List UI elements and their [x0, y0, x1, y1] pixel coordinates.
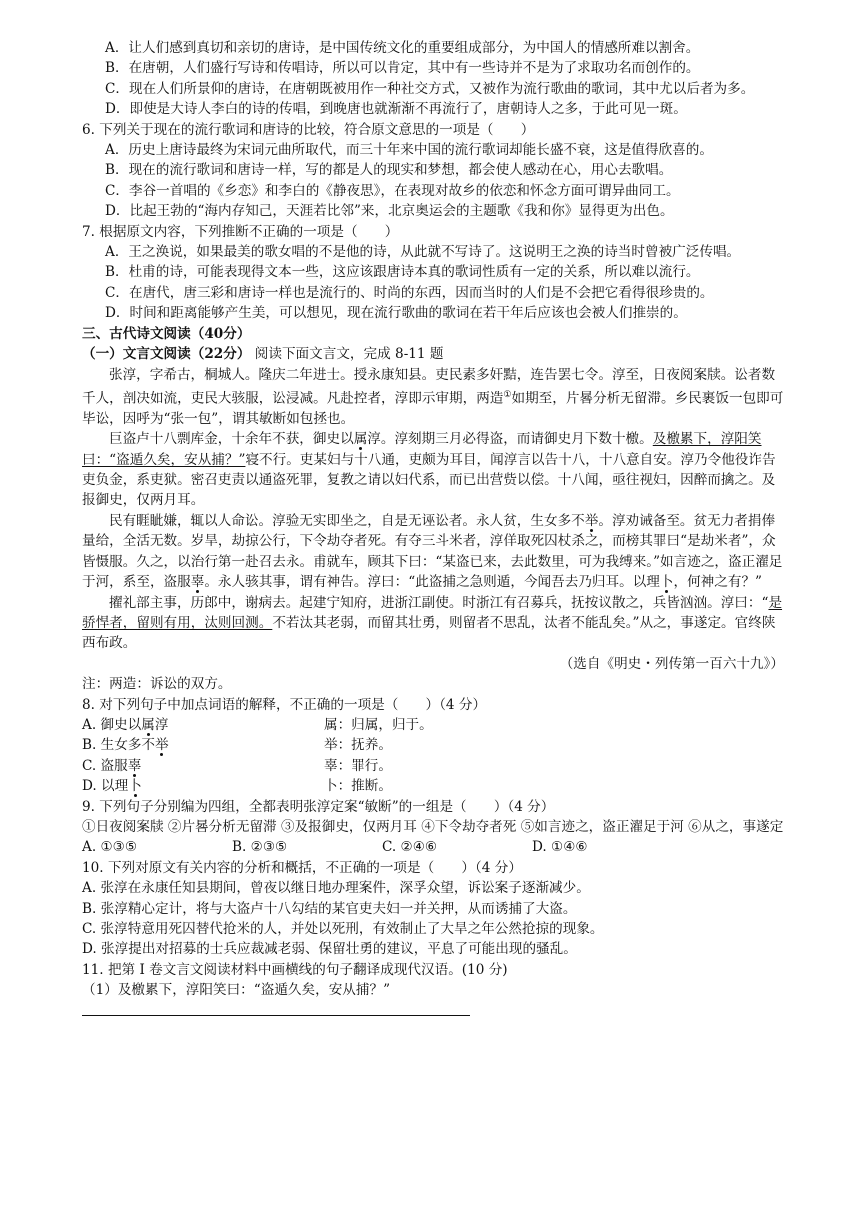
passage-paragraph-2: [82, 429, 788, 511]
passage-paragraph-4: [82, 593, 788, 654]
dotted-word: 卜: [128, 778, 142, 795]
q8-phrase-text: 淳: [154, 716, 169, 733]
q5-option-c: C．现在人们所景仰的唐诗，在唐朝既被用作一种社交方式，又被作为流行歌曲的歌词，其中尤以后者为多。: [105, 80, 755, 97]
q11-item-1: （1）及檄累下，淳阳笑曰：“盗遁久矣，安从捕？”: [82, 982, 391, 999]
q10-option-a: A. 张淳在永康任知县期间，曾夜以继日地办理案件，深孚众望，诉讼案子逐渐减少。: [82, 880, 590, 897]
dotted-word: 辜: [127, 757, 142, 774]
question-9: [82, 797, 788, 858]
answer-line[interactable]: [82, 1015, 470, 1016]
passage-text: 如期至，片晷分析无留滞。乡民裹饭一包即可毕讼，因呼为“张一包”，谓其敏断如包拯也。: [82, 390, 784, 427]
q7-option-b: B．杜甫的诗，可能表现得文本一些，这应该跟唐诗本真的歌词性质有一定的关系，所以难以流行。: [105, 264, 700, 281]
q8-phrase: [82, 735, 324, 755]
q6-option-b: B．现在的流行歌词和唐诗一样，写的都是人的现实和梦想，都会使人感动在心，用心去歌唱。: [105, 162, 673, 179]
q8-row-d: [82, 776, 788, 796]
passage-text: 巨盗卢十八剽库金，十余年不获，御史以: [109, 431, 354, 448]
underlined-sentence-1: 及檄累下，淳阳笑曰：“盗遁久矣，安从捕？”: [82, 431, 762, 468]
classical-passage: [82, 365, 788, 675]
dotted-word: 卜: [659, 574, 674, 591]
q10-stem: 10. 下列对原文有关内容的分析和概括，不正确的一项是（ ）（4 分）: [82, 859, 522, 876]
passage-source: （选自《明史・列传第一百六十九》）: [559, 655, 784, 672]
q5-option-a: A．让人们感到真切和亲切的唐诗，是中国传统文化的重要组成部分，为中国人的情感所难以割舍。: [105, 40, 700, 56]
passage-text: 。永人骇其事，谓有神告。淳曰：“此盗捕之急则遁，今闻吾去乃归耳。以理: [204, 574, 660, 591]
q6-option-a: A．历史上唐诗最终为宋词元曲所取代，而三十年来中国的流行歌词却能长盛不衰，这是值得欣喜的。: [105, 142, 713, 159]
passage-text: 不若汰其老弱，而留其壮勇，则留者不思乱，汰者不能乱矣。”从之，事遂定。官终陕西布政。: [82, 614, 776, 652]
question-10: [82, 858, 788, 960]
subsection-1-instruction: 阅读下面文言文，完成 8-11 题: [254, 346, 444, 363]
q9-choice-b: B. ②③⑤: [232, 839, 288, 856]
q5-options: [82, 38, 788, 120]
q6-option-d: D．比起王勃的“海内存知己，天涯若比邻”来，北京奥运会的主题歌《我和你》显得更为出色。: [105, 203, 674, 220]
q9-choice-c: C. ②④⑥: [382, 839, 438, 856]
q9-items: ①日夜阅案牍 ②片晷分析无留滞 ③及报御史，仅两月耳 ④下令劫夺者死 ⑤如言迹之，盗正濯足于河 ⑥从之，事遂定: [82, 818, 784, 835]
q7-stem: 7. 根据原文内容，下列推断不正确的一项是（ ）: [82, 223, 399, 240]
q9-choices: [82, 837, 788, 857]
q7-option-a: A．王之涣说，如果最美的歌女唱的不是他的诗，从此就不写诗了。这说明王之涣的诗当时曾被广泛传唱。: [105, 244, 741, 261]
q9-stem: 9. 下列句子分别编为四组，全都表明张淳定案“敏断”的一组是（ ）（4 分）: [82, 798, 555, 815]
subsection-1-title: （一）文言文阅读（22分）: [82, 346, 251, 363]
dotted-word: 辜: [190, 574, 205, 591]
passage-paragraph-3: [82, 511, 788, 593]
passage-paragraph-1: [82, 365, 788, 430]
q8-phrase: [82, 715, 324, 735]
q8-gloss: 卜：推断。: [324, 778, 392, 795]
q8-row-a: [82, 715, 788, 735]
question-11: [82, 960, 788, 1016]
passage-text: 淳。淳刻期三月必得盗，而请御史月下数十檄。: [367, 431, 653, 448]
question-6: [82, 120, 788, 222]
underlined-sentence-2: 是骄悍者，留则有用，汰则回测。: [82, 594, 783, 631]
q10-option-c: C. 张淳特意用死囚替代抢米的人，并处以死刑，有效制止了大旱之年公然抢掠的现象。: [82, 921, 604, 937]
passage-text: 寝不行。吏某妇与十八通，吏颇为耳目，闻淳言以告十八，十八意自安。淳乃令他役诈告吏负金，系吏狱。密召吏责以通盗死罪，复教之请以妇代系，而已出营赀以偿。十八闻，亟往视妇，因醉而擒之。及报御史，仅两月耳。: [82, 451, 776, 509]
dotted-word: 属: [353, 431, 368, 448]
q8-stem: 8. 对下列句子中加点词语的解释，不正确的一项是（ ）（4 分）: [82, 696, 487, 713]
q11-stem: 11. 把第 I 卷文言文阅读材料中画横线的句子翻译成现代汉语。(10 分): [82, 961, 508, 978]
footnote-marker: ①: [503, 389, 512, 400]
q7-option-c: C．在唐代，唐三彩和唐诗一样也是流行的、时尚的东西，因而当时的人们是不会把它看得很珍贵的。: [105, 284, 714, 301]
q10-option-b: B. 张淳精心定计，将与大盗卢十八勾结的某官吏夫妇一并关押，从而诱捕了大盗。: [82, 900, 577, 917]
q8-phrase-text: B. 生女多不: [82, 737, 156, 754]
q5-option-b: B．在唐朝，人们盛行写诗和传唱诗，所以可以肯定，其中有一些诗并不是为了求取功名而创作的。: [105, 60, 700, 77]
section-3-heading: 三、古代诗文阅读（40分）: [82, 325, 251, 342]
q8-phrase-text: A. 御史以: [82, 716, 142, 733]
q10-option-d: D. 张淳提出对招募的士兵应裁减老弱、保留壮勇的建议，平息了可能出现的骚乱。: [82, 941, 577, 958]
q8-phrase: [82, 756, 324, 776]
question-7: [82, 222, 788, 324]
passage-text: 。淳劝诫备至。贫无力者捐俸量给，全活无数。岁旱，劫掠公行，下令劫夺者死。有夺三斗米者，淳佯取死囚杖杀之，而榜其罪曰“是劫米者”，众皆慑服。久之，以治行第一赴召去永。甫就车，顾其下曰：“某盗已来，去此数里，可为我缚来。”如言迹之，盗正濯足于河，系至，盗服: [82, 512, 783, 591]
q8-phrase-text: D. 以理: [82, 778, 129, 795]
dotted-word: 举: [584, 512, 599, 529]
q8-phrase-text: C. 盗服: [82, 757, 128, 774]
passage-text: 民有睚眦嫌，辄以人命讼。淳验无实即坐之，自是无诬讼者。永人贫，生女多不: [109, 512, 585, 529]
q9-choice-a: A. ①③⑤: [82, 839, 138, 856]
passage-text: 擢礼部主事，历郎中，谢病去。起建宁知府，进浙江副使。时浙江有召募兵，抚按议散之，兵皆汹汹。淳曰：“: [109, 594, 769, 611]
q5-option-d: D．即使是大诗人李白的诗的传唱，到晚唐也就渐渐不再流行了，唐朝诗人之多，于此可见一斑。: [105, 101, 687, 118]
dotted-word: 举: [155, 737, 169, 754]
passage-text: ，何神之有？”: [673, 574, 762, 591]
q8-phrase: [82, 776, 324, 796]
q6-stem: 6. 下列关于现在的流行歌词和唐诗的比较，符合原文意思的一项是（ ）: [82, 121, 535, 138]
q6-option-c: C．李谷一首唱的《乡恋》和李白的《静夜思》，在表现对故乡的依恋和怀念方面可谓异曲同工。: [105, 182, 680, 199]
q8-gloss: 举：抚养。: [324, 737, 392, 754]
q8-row-c: [82, 756, 788, 776]
q8-row-b: [82, 735, 788, 755]
dotted-word: 属: [141, 716, 155, 733]
q8-gloss: 属：归属，归于。: [324, 716, 433, 733]
q8-gloss: 辜：罪行。: [324, 757, 392, 774]
q7-option-d: D．时间和距离能够产生美，可以想见，现在流行歌曲的歌词在若干年后应该也会被人们推崇的。: [105, 305, 687, 322]
footnote: 注：两造：诉讼的双方。: [82, 676, 232, 693]
passage-text: 张淳，字希古，桐城人。隆庆二年进士。授永康知县。吏民素多奸黠，连告罢七令。淳至，日夜阅案牍。讼者数千人，剖决如流，吏民大骇服，讼浸减。凡赴控者，淳即示审期，两造: [82, 366, 776, 407]
exam-page: [82, 38, 788, 1016]
q9-choice-d: D. ①④⑥: [532, 839, 588, 856]
question-8: [82, 695, 788, 797]
subsection-1-heading: [82, 344, 788, 364]
